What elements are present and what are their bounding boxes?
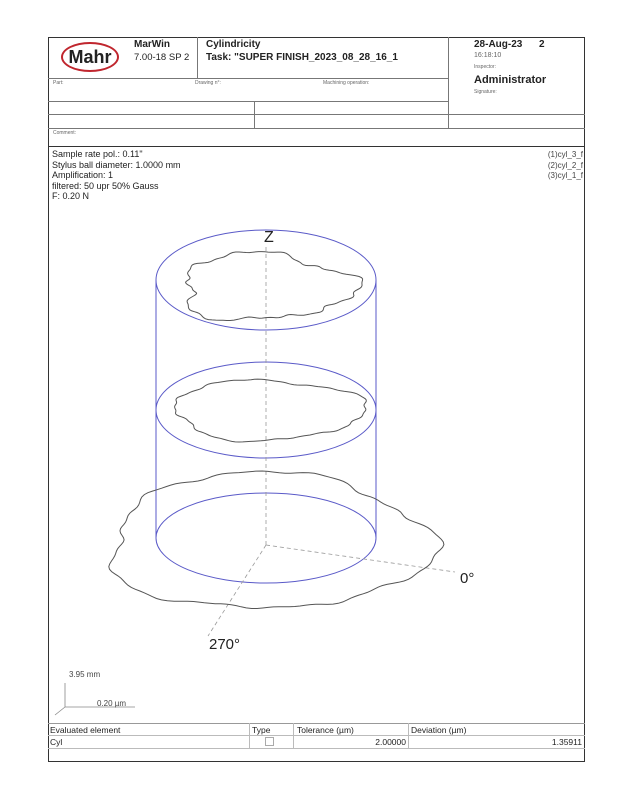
cell-element: Cyl [50, 737, 63, 747]
profile-cyl-3 [186, 252, 363, 321]
col-tolerance: Tolerance (µm) [297, 725, 354, 735]
profile-cyl-2 [175, 379, 367, 442]
report-date: 28-Aug-23 [474, 39, 523, 50]
report-time: 16:18:10 [474, 52, 502, 59]
comment-label: Comment: [53, 130, 77, 136]
software-name: MarWin [134, 39, 171, 50]
param-stylus: Stylus ball diameter: 1.0000 mm [52, 159, 181, 170]
software-version: 7.00-18 SP 2 [134, 52, 190, 63]
inspector-label: Inspector: [474, 64, 496, 70]
param-sample-rate: Sample rate pol.: 0.11" [52, 149, 143, 159]
profile-cyl-1 [109, 471, 444, 609]
param-filter: filtered: 50 upr 50% Gauss [52, 180, 159, 191]
270-degree-label: 270° [209, 636, 241, 653]
cell-tolerance: 2.00000 [375, 737, 406, 747]
inspector-name: Administrator [474, 74, 547, 86]
task-name: Task: "SUPER FINISH_2023_08_28_16_1 [206, 52, 398, 63]
drawing-label: Drawing n°: [195, 80, 221, 86]
legend-item: (1)cyl_3_f [547, 150, 583, 159]
z-axis-label: Z [264, 229, 274, 246]
page-number: 2 [539, 39, 545, 50]
col-type: Type [252, 725, 271, 735]
scale-r-label: 0.20 µm [97, 699, 127, 708]
mahr-logo: Mahr [61, 42, 119, 72]
legend-item: (2)cyl_2_f [547, 160, 583, 170]
report-title: Cylindricity [206, 39, 261, 50]
param-amplification: Amplification: 1 [52, 170, 114, 180]
scale-z-label: 3.95 mm [69, 670, 101, 679]
param-force: F: 0.20 N [52, 191, 90, 201]
col-deviation: Deviation (µm) [411, 725, 467, 735]
zero-degree-label: 0° [460, 570, 475, 587]
part-label: Part: [53, 80, 64, 86]
cell-deviation: 1.35911 [551, 737, 582, 747]
y-axis [208, 545, 266, 636]
x-axis [266, 545, 455, 572]
signature-label: Signature: [474, 89, 497, 95]
col-evaluated-element: Evaluated element [50, 725, 121, 735]
cylindricity-type-icon [265, 737, 274, 746]
machining-label: Machining operation: [323, 80, 370, 86]
legend-item: (3)cyl_1_f [547, 171, 583, 180]
